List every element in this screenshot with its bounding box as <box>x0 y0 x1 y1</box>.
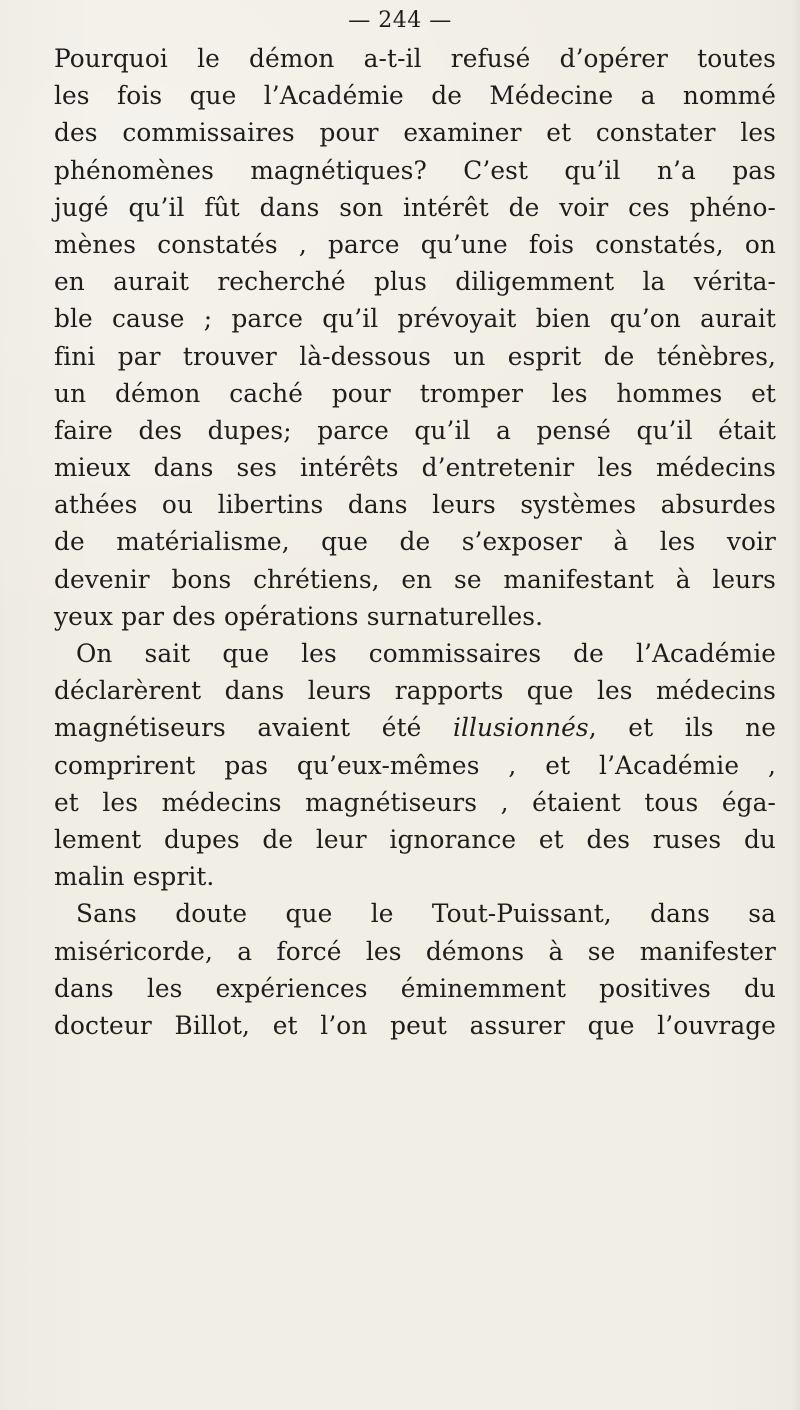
text-line: Pourquoi le démon a-t-il refusé d’opérer toutes <box>54 44 776 73</box>
text-span: magnétiseurs avaient été <box>54 713 453 743</box>
text-line: athées ou libertins dans leurs systèmes absurdes <box>54 490 776 520</box>
text-line: en aurait recherché plus diligemment la vérita- <box>54 267 776 297</box>
text-line: malin esprit. <box>54 862 215 892</box>
text-line: ble cause ; parce qu’il prévoyait bien qu’on aurait <box>54 304 776 334</box>
text-line: devenir bons chrétiens, en se manifestant à leurs <box>54 564 776 594</box>
text-line: faire des dupes; parce qu’il a pensé qu’il était <box>54 415 776 445</box>
text-line: jugé qu’il fût dans son intérêt de voir ces phéno- <box>54 192 776 222</box>
text-line: Sans doute que le Tout-Puissant, dans sa <box>76 899 776 929</box>
text-line: miséricorde, a forcé les démons à se manifester <box>54 936 776 966</box>
text-line: comprirent pas qu’eux-mêmes , et l’Académie , <box>54 750 776 780</box>
text-line: On sait que les commissaires de l’Académie <box>76 639 776 668</box>
page-edge-shadow <box>790 0 800 1410</box>
text-span: , et ils ne <box>588 713 776 743</box>
text-line: dans les expériences éminemment positives du <box>54 973 776 1003</box>
text-line: phénomènes magnétiques? C’est qu’il n’a pas <box>54 155 776 185</box>
text-line: un démon caché pour tromper les hommes et <box>54 378 776 408</box>
text-line: des commissaires pour examiner et constater les <box>54 118 776 148</box>
text-line: et les médecins magnétiseurs , étaient tous éga- <box>54 787 776 817</box>
italic-word: illusionnés <box>452 713 589 743</box>
text-line: docteur Billot, et l’on peut assurer que l’ouvrage <box>54 1010 776 1040</box>
text-line-with-italic <box>54 709 776 746</box>
text-line: mènes constatés , parce qu’une fois constatés, on <box>54 229 776 259</box>
text-line: mieux dans ses intérêts d’entretenir les médecins <box>54 453 776 483</box>
text-line: lement dupes de leur ignorance et des ruses du <box>54 824 776 854</box>
body-text <box>54 40 776 1044</box>
text-line: fini par trouver là-dessous un esprit de ténèbres, <box>54 341 776 371</box>
text-line: déclarèrent dans leurs rapports que les médecins <box>54 676 776 706</box>
text-line: de matérialisme, que de s’exposer à les voir <box>54 527 776 557</box>
page-number-header: — 244 — <box>348 8 452 33</box>
text-line: les fois que l’Académie de Médecine a nommé <box>54 81 776 111</box>
text-line: yeux par des opérations surnaturelles. <box>54 601 544 631</box>
